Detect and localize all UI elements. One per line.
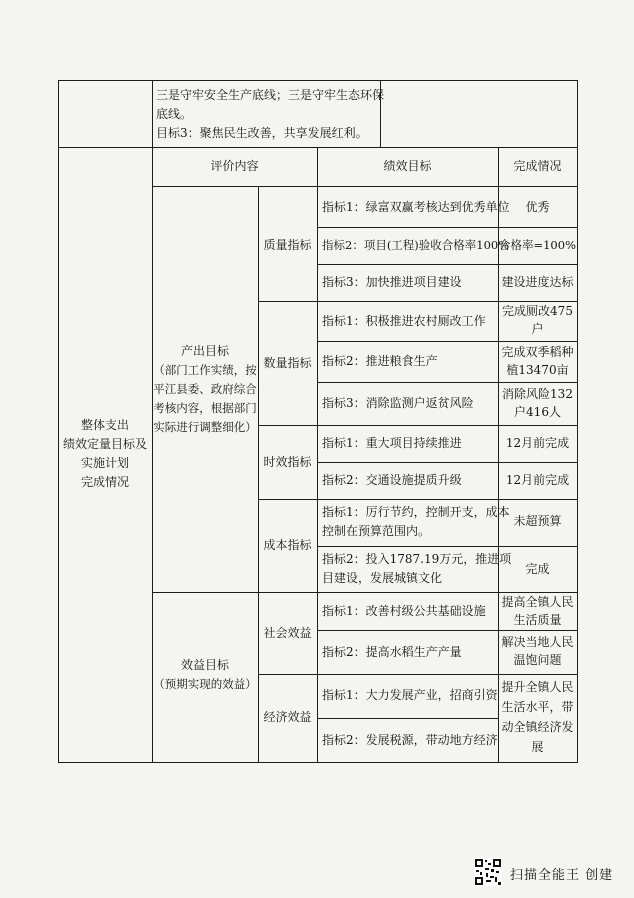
target-c1-line1: 指标1：厉行节约，控制开支，成本 [322, 505, 510, 519]
category-time: 时效指标 [263, 455, 312, 469]
status-n1-line2: 户 [531, 322, 544, 336]
status-s2-line2: 温饱问题 [513, 653, 562, 667]
status-s1-line1: 提高全镇人民 [501, 595, 574, 609]
status-s1-line2: 生活质量 [513, 613, 562, 627]
status-e-line1: 提升全镇人民 [501, 680, 574, 694]
category-quality: 质量指标 [263, 238, 312, 252]
status-t2: 12月前完成 [505, 473, 570, 487]
status-c2: 完成 [525, 562, 550, 576]
target-e2: 指标2：发展税源，带动地方经济 [322, 733, 498, 747]
output-goal-title: 产出目标 [180, 344, 229, 358]
status-n2-line1: 完成双季稻种 [501, 345, 574, 359]
status-q3: 建设进度达标 [501, 275, 574, 289]
category-quantity: 数量指标 [263, 356, 312, 370]
target-s1: 指标1：改善村级公共基础设施 [322, 604, 486, 618]
output-goal-desc1: （部门工作实绩，按 [153, 363, 257, 377]
category-social: 社会效益 [263, 626, 312, 640]
target-q1: 指标1：绿富双赢考核达到优秀单位 [322, 200, 510, 214]
target-q2: 指标2：项目(工程)验收合格率100% [322, 238, 510, 252]
benefit-goal-desc: （预期实现的效益） [153, 677, 257, 691]
top-text-line3: 目标3：聚焦民生改善，共享发展红利。 [156, 126, 368, 140]
left-label-line3: 实施计划 [80, 456, 129, 470]
status-q2: 合格率=100% [498, 238, 576, 252]
output-goal-desc3: 考核内容，根据部门 [153, 401, 257, 415]
status-c1: 未超预算 [513, 514, 562, 528]
category-cost: 成本指标 [263, 538, 312, 552]
status-s2-line1: 解决当地人民 [501, 635, 574, 649]
target-q3: 指标3：加快推进项目建设 [322, 275, 462, 289]
target-c2-line1: 指标2：投入1787.19万元，推进项 [322, 552, 512, 566]
status-e-line3: 动全镇经济发 [501, 720, 574, 734]
status-n3-line1: 消除风险132 [502, 387, 573, 401]
target-n1: 指标1：积极推进农村厕改工作 [322, 314, 486, 328]
target-t2: 指标2：交通设施提质升级 [322, 473, 462, 487]
target-c1-line2: 控制在预算范围内。 [322, 524, 431, 538]
status-q1: 优秀 [525, 200, 550, 214]
output-goal-desc4: 实际进行调整细化） [153, 420, 257, 434]
status-n3-line2: 户416人 [514, 405, 561, 419]
output-goal-desc2: 平江县委、政府综合 [153, 382, 257, 396]
scanner-watermark [474, 858, 624, 888]
status-e-line4: 展 [531, 740, 544, 754]
header-status: 完成情况 [513, 159, 562, 173]
target-t1: 指标1：重大项目持续推进 [322, 436, 462, 450]
category-economic: 经济效益 [263, 710, 312, 724]
target-c2-line2: 目建设，发展城镇文化 [322, 571, 443, 585]
target-n3: 指标3：消除监测户返贫风险 [322, 396, 474, 410]
header-target: 绩效目标 [383, 159, 432, 173]
target-n2: 指标2：推进粮食生产 [322, 354, 438, 368]
status-t1: 12月前完成 [505, 436, 570, 450]
target-e1: 指标1：大力发展产业，招商引资 [322, 688, 498, 702]
benefit-goal-title: 效益目标 [180, 658, 229, 672]
header-content: 评价内容 [210, 159, 259, 173]
status-e-line2: 生活水平，带 [501, 700, 574, 714]
left-label-line4: 完成情况 [80, 475, 129, 489]
status-n1-line1: 完成厕改475 [502, 304, 573, 318]
target-s2: 指标2：提高水稻生产产量 [322, 645, 462, 659]
left-label-line2: 绩效定量目标及 [62, 437, 147, 451]
top-text-line1: 三是守牢安全生产底线；三是守牢生态环保 [156, 88, 385, 102]
status-n2-line2: 植13470亩 [506, 363, 569, 377]
scanner-brand-text: 扫描全能王 创建 [510, 868, 614, 883]
qr-code-icon [474, 858, 502, 886]
top-text-line2: 底线。 [156, 107, 193, 121]
left-label-line1: 整体支出 [80, 418, 129, 432]
